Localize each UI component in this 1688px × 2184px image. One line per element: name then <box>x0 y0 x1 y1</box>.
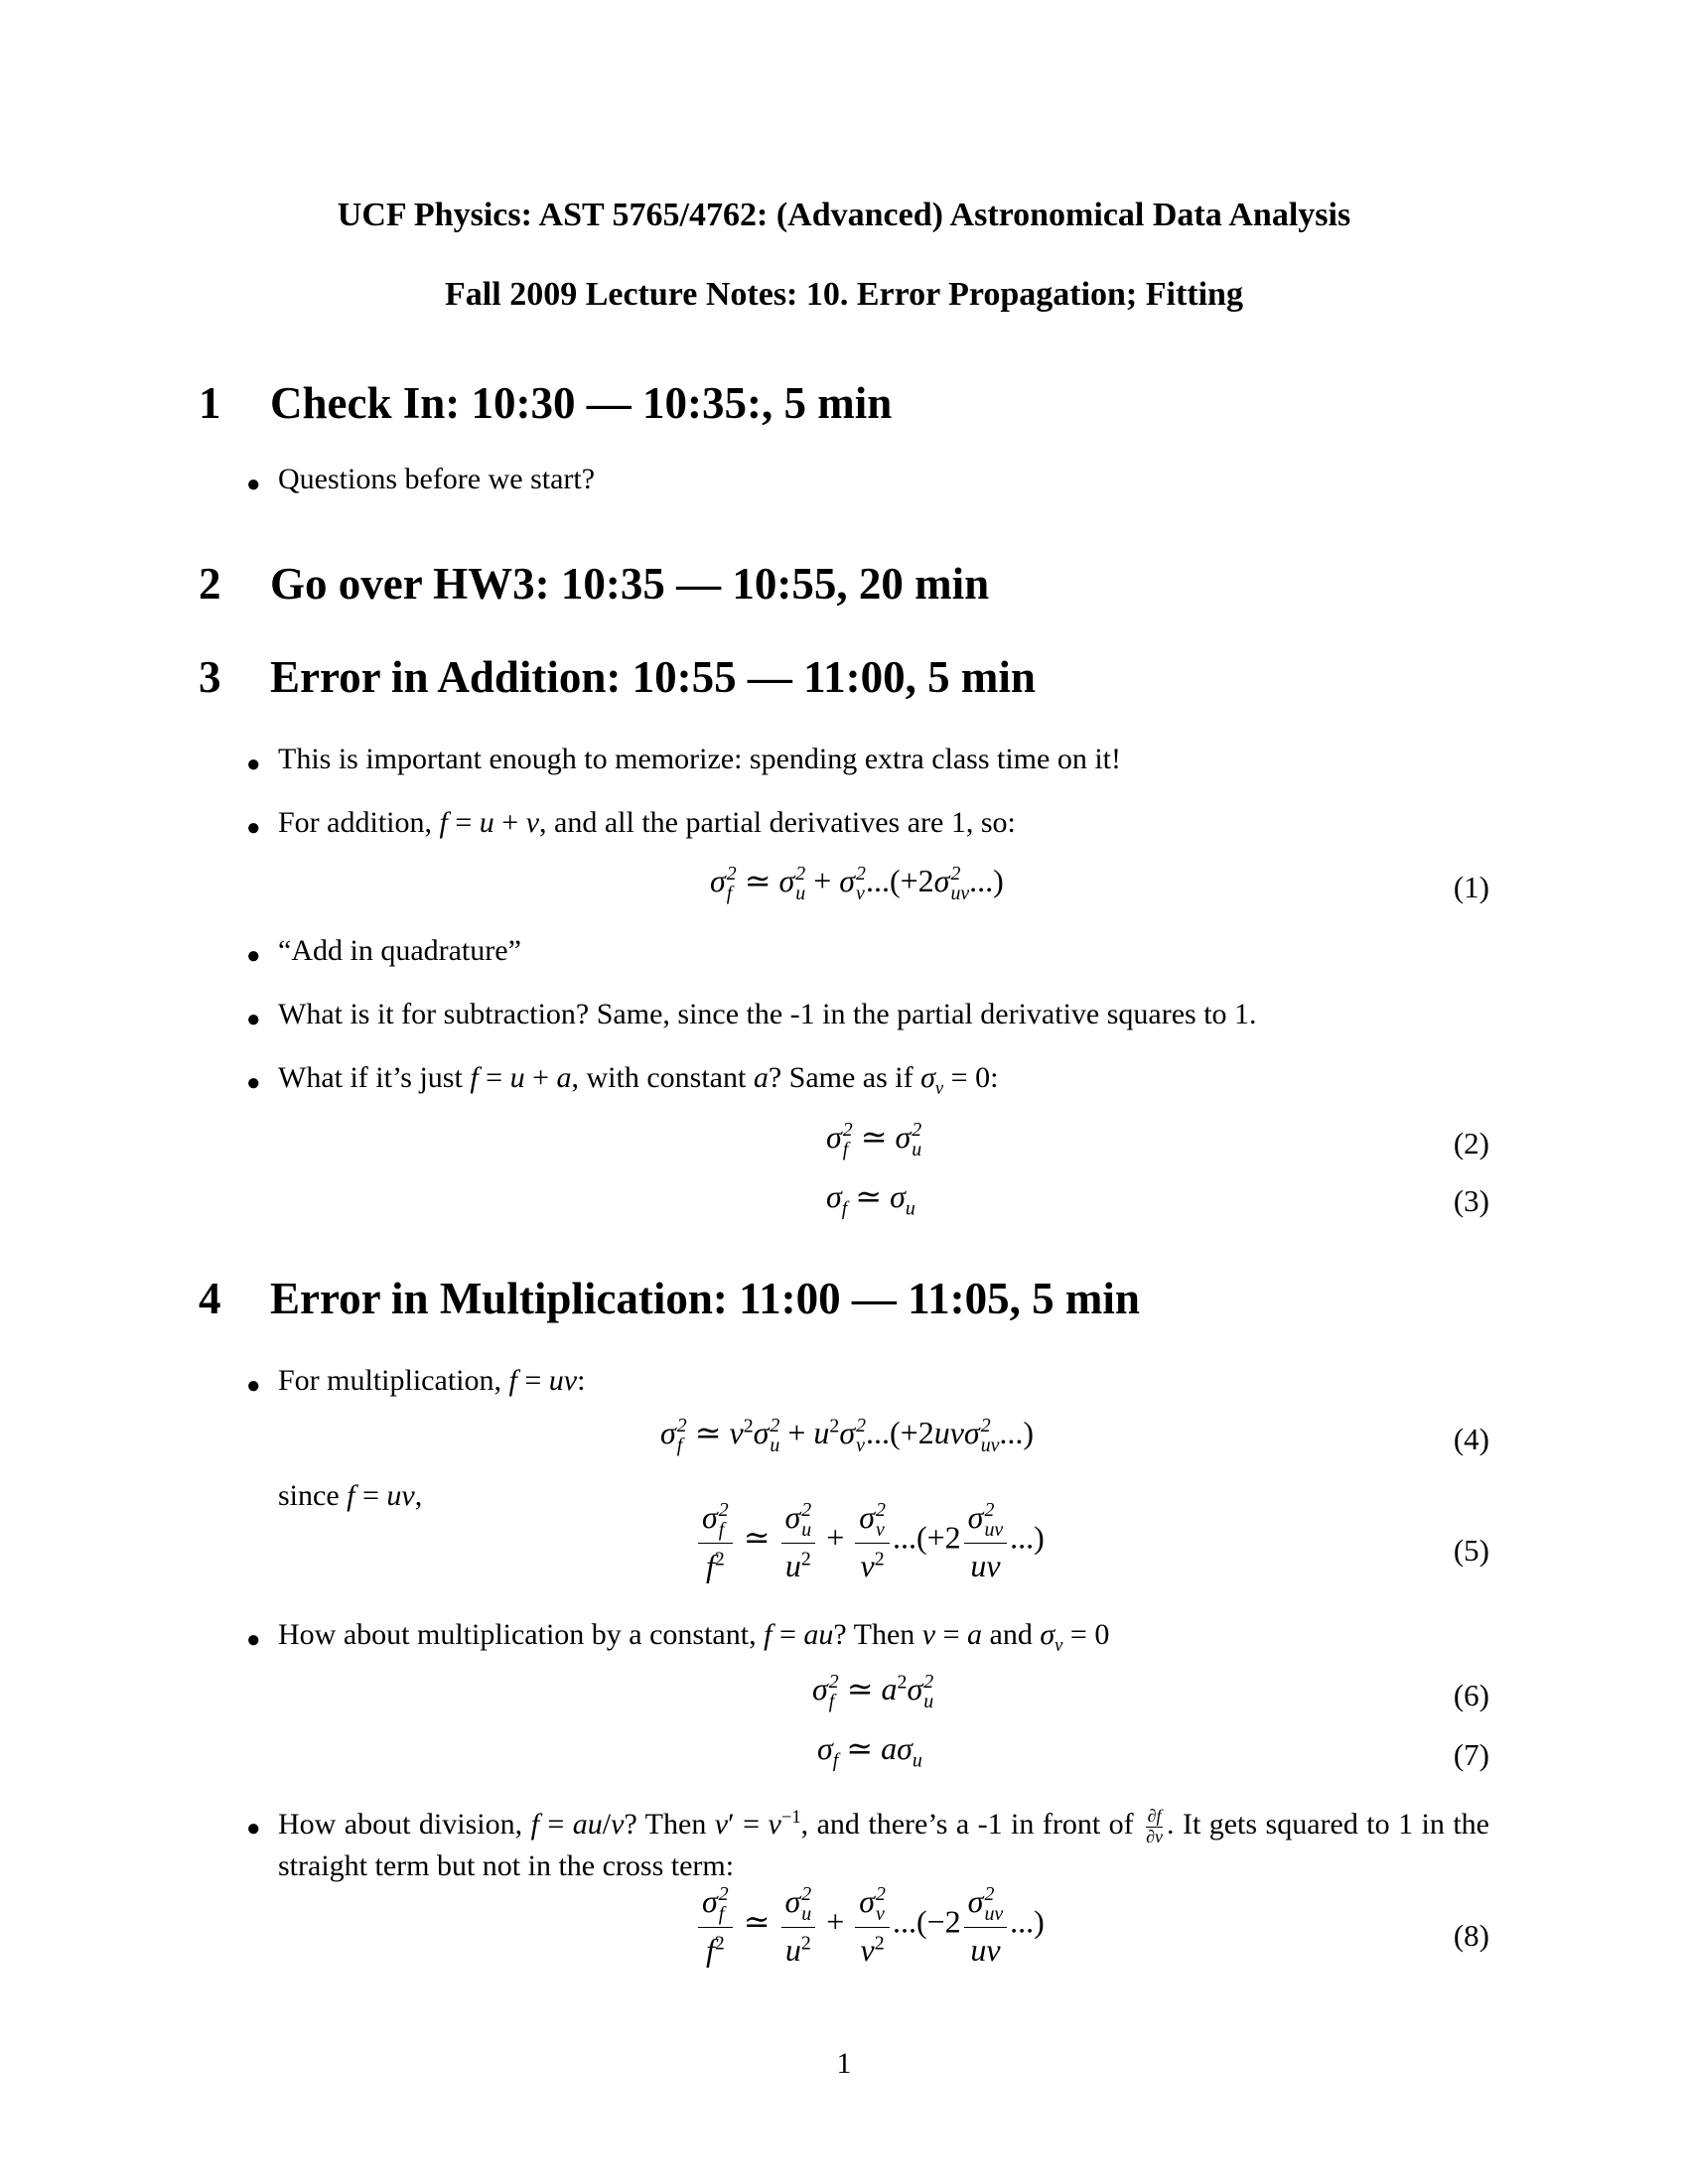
bullet-icon: ● <box>246 1627 261 1653</box>
bullet-text: This is important enough to memorize: spending extra class time on it! <box>278 743 1121 775</box>
bullet-text: What if it’s just f = u + a, with constant a? Same as if $\sigma_v = 0$: <box>278 1061 999 1099</box>
equation-number: (3) <box>1453 1183 1489 1218</box>
bullet-text: For addition, f = u + v, and all the partial derivatives are 1, so: <box>278 806 1016 839</box>
equation-6: σ 2 f ≃ $a^2\sigma$ 2 u <box>812 1670 934 1712</box>
section-number: 3 <box>199 652 221 702</box>
section-number: 2 <box>199 559 221 609</box>
equation-2: σ 2 f ≃ σ 2 u <box>826 1118 922 1160</box>
bullet-icon: ● <box>246 1070 261 1096</box>
equation-number: (4) <box>1453 1422 1489 1456</box>
equation-number: (1) <box>1453 870 1489 904</box>
section-number: 4 <box>199 1274 221 1323</box>
equation-number: (5) <box>1453 1533 1489 1568</box>
bullet-icon: ● <box>246 1373 261 1399</box>
equation-1: σ 2 f ≃ σ 2 u + σ 2 v ...(+2σ 2 uv ...) <box>710 862 1004 904</box>
bullet-text: How about multiplication by a constant, f = au? Then v = a and $\sigma_v = 0$ <box>278 1618 1110 1656</box>
equation-3: $\sigma_f$ ≃ $\sigma_u$ <box>826 1178 915 1220</box>
equation-5: σ 2 f $f^2$ ≃ σ 2 u $u^2$ + σ 2 v $v^2$ ...(+2 σ 2 uv uv ...) <box>695 1497 1045 1585</box>
bullet-icon: ● <box>246 1816 261 1842</box>
bullet-icon: ● <box>246 751 261 777</box>
bullet-text: For multiplication, f = uv: <box>278 1364 586 1397</box>
section-title: Go over HW3: 10:35 — 10:55, 20 min <box>270 559 990 609</box>
equation-7: $\sigma_f$ ≃ $a\sigma_u$ <box>817 1730 922 1772</box>
equation-4: σ 2 f ≃ $v^2\sigma$ 2 u + $u^2\sigma$ 2 v ...(+2uvσ 2 uv ...) <box>660 1414 1035 1456</box>
section-title: Check In: 10:30 — 10:35:, 5 min <box>270 378 893 428</box>
document-subtitle: Fall 2009 Lecture Notes: 10. Error Propagation; Fitting <box>445 276 1243 313</box>
section-title: Error in Addition: 10:55 — 11:00, 5 min <box>270 652 1036 702</box>
bullet-text: What is it for subtraction? Same, since the -1 in the partial derivative squares to 1. <box>278 998 1257 1030</box>
equation-number: (6) <box>1453 1678 1489 1712</box>
bullet-icon: ● <box>246 815 261 841</box>
bullet-icon: ● <box>246 472 261 497</box>
section-number: 1 <box>199 378 221 428</box>
bullet-paragraph: How about division, f = au/v? Then $v' = v^{-1}$, and there’s a -1 in front of $\frac{\partial f}{\partial v}$ . It gets squared to 1 in the straight term but not in the cross term: <box>278 1805 1489 1883</box>
bullet-icon: ● <box>246 1007 261 1032</box>
equation-number: (7) <box>1453 1737 1489 1772</box>
document-title: UCF Physics: AST 5765/4762: (Advanced) Astronomical Data Analysis <box>337 197 1351 233</box>
section-title: Error in Multiplication: 11:00 — 11:05, 5 min <box>270 1274 1140 1323</box>
equation-number: (2) <box>1453 1126 1489 1160</box>
equation-number: (8) <box>1453 1918 1489 1953</box>
page-number: 1 <box>836 2047 852 2080</box>
bullet-icon: ● <box>246 943 261 969</box>
inline-text: since f = uv, <box>278 1479 423 1512</box>
bullet-text: “Add in quadrature” <box>278 934 521 967</box>
equation-8: σ 2 f $f^2$ ≃ σ 2 u $u^2$ + σ 2 v $v^2$ ...(−2 σ 2 uv uv ...) <box>695 1881 1045 1970</box>
bullet-text: Questions before we start? <box>278 463 596 495</box>
